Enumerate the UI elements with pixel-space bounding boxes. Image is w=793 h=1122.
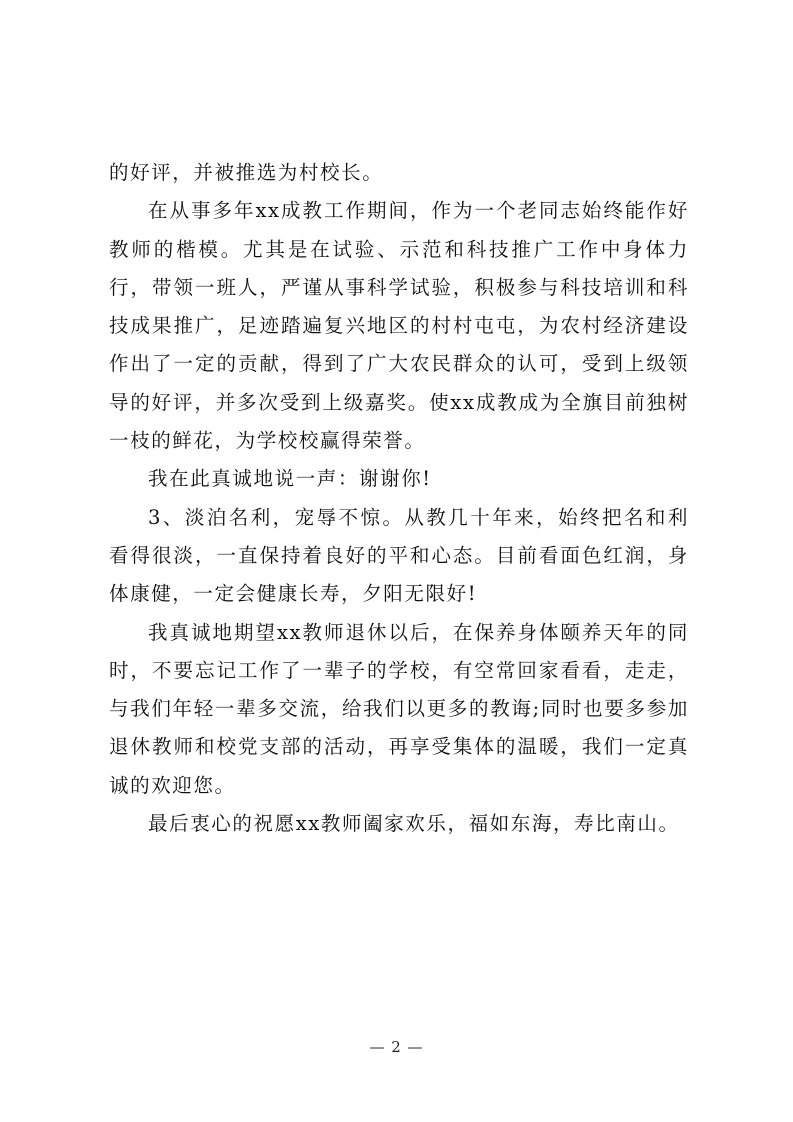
paragraph-expectation: 我真诚地期望xx教师退休以后，在保养身体颐养天年的同时，不要忘记工作了一辈子的学校，有空常回家看看，走走，与我们年轻一辈多交流，给我们以更多的教诲;同时也要多参加退休教师和校党支部的活动，再享受集体的温暖，我们一定真诚的欢迎您。 bbox=[109, 620, 689, 797]
paragraph-point-3: 3、淡泊名利，宠辱不惊。从教几十年来，始终把名和利看得很淡，一直保持着良好的平和心态。目前看面色红润，身体康健，一定会健康长寿，夕阳无限好! bbox=[109, 505, 689, 606]
page-number: — 2 — bbox=[369, 1038, 424, 1056]
paragraph-thanks: 我在此真诚地说一声：谢谢你! bbox=[148, 467, 432, 491]
document-body bbox=[109, 154, 689, 843]
paragraph-work-history: 在从事多年xx成教工作期间，作为一个老同志始终能作好教师的楷模。尤其是在试验、示范和科技推广工作中身体力行，带领一班人，严谨从事科学试验，积极参与科技培训和科技成果推广，足迹踏遍复兴地区的村村屯屯，为农村经济建设作出了一定的贡献，得到了广大农民群众的认可，受到上级领导的好评，并多次受到上级嘉奖。使xx成教成为全旗目前独树一枝的鲜花，为学校校赢得荣誉。 bbox=[109, 199, 689, 453]
paragraph-continuation: 的好评，并被推选为村校长。 bbox=[109, 161, 384, 184]
paragraph-blessing: 最后衷心的祝愿xx教师阖家欢乐，福如东海，寿比南山。 bbox=[148, 812, 680, 836]
